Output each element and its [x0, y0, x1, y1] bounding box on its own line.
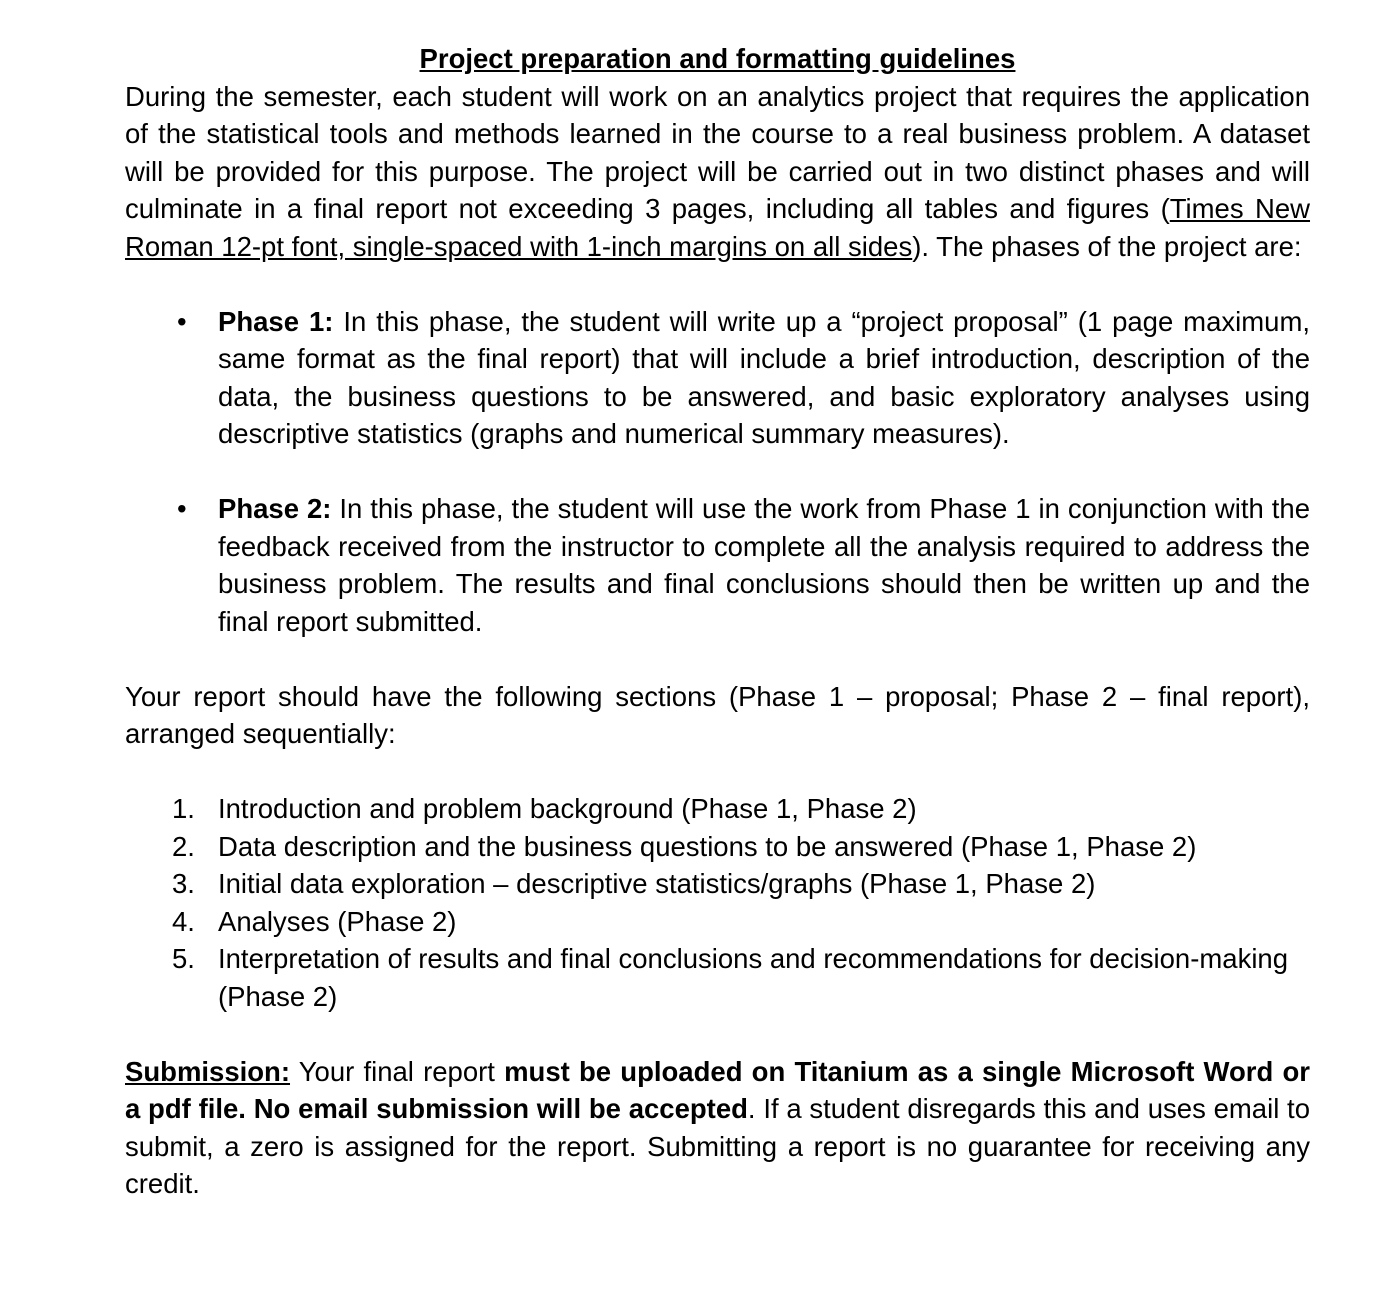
list-item-phase-1: [125, 303, 1310, 453]
report-sections-list: [125, 790, 1310, 1015]
phase-2-text: In this phase, the student will use the work from Phase 1 in conjunction with the feedback received from the instructor to complete all the analysis required to address the business problem. The results and final conclusions should then be written up and the final report submitted.: [218, 493, 1310, 637]
submission-label: Submission:: [125, 1055, 291, 1087]
submission-paragraph: [125, 1053, 1310, 1203]
section-1-text: Introduction and problem background (Phase 1, Phase 2): [218, 793, 917, 824]
list-number: 1.: [172, 793, 195, 824]
bullet-icon: •: [177, 305, 187, 337]
phase-1-label: Phase 1:: [218, 305, 334, 337]
section-2-text: Data description and the business questions to be answered (Phase 1, Phase 2): [218, 830, 1197, 862]
list-number: 2.: [172, 830, 195, 862]
list-item-section-2: [125, 828, 1310, 866]
sections-intro-paragraph: Your report should have the following sections (Phase 1 – proposal; Phase 2 – final report), arranged sequentially:: [125, 680, 1310, 749]
list-item-section-5: [125, 940, 1310, 1015]
section-4-text: Analyses (Phase 2): [218, 905, 457, 937]
phase-bullet-list: [125, 303, 1310, 641]
list-number: 5.: [172, 943, 195, 974]
list-item-section-1: [125, 790, 1310, 828]
phase-2-label: Phase 2:: [218, 493, 332, 524]
submission-text-bold: must be uploaded on Titanium as a single Microsoft Word or a pdf file. No email submission will be accepted: [125, 1055, 1310, 1124]
list-item-section-4: [125, 903, 1310, 941]
document-title: Project preparation and formatting guidelines: [419, 43, 1016, 74]
section-5-text: Interpretation of results and final conclusions and recommendations for decision-making (Phase 2): [218, 943, 1289, 1012]
phase-1-text: In this phase, the student will write up a “project proposal” (1 page maximum, same format as the final report) that will include a brief introduction, description of the data, the business questions to be answered, and basic exploratory analyses using descriptive statistics (graphs and numerical summary measures).: [218, 305, 1310, 449]
submission-text-normal-1: Your final report: [290, 1055, 505, 1087]
intro-paragraph: [125, 78, 1310, 266]
list-number: 4.: [172, 905, 195, 937]
list-item-phase-2: [125, 490, 1310, 640]
intro-text-pre: During the semester, each student will work on an analytics project that requires the application of the statistical tools and methods learned in the course to a real business problem. A dataset will be provided for this purpose. The project will be carried out in two distinct phases and will culminate in a final report not exceeding 3 pages, including all tables and figures (: [125, 80, 1310, 224]
submission-text-normal-2: . If a student disregards this and uses email to submit, a zero is assigned for the report. Submitting a report is no guarantee for receiving any credit.: [125, 1093, 1310, 1199]
intro-text-underlined: Times New Roman 12-pt font, single-spaced with 1-inch margins on all sides: [125, 193, 1311, 262]
list-item-section-3: [125, 865, 1310, 903]
section-3-text: Initial data exploration – descriptive statistics/graphs (Phase 1, Phase 2): [218, 868, 1096, 899]
intro-text-post: ). The phases of the project are:: [912, 230, 1302, 262]
bullet-icon: •: [177, 493, 187, 524]
list-number: 3.: [172, 868, 195, 899]
